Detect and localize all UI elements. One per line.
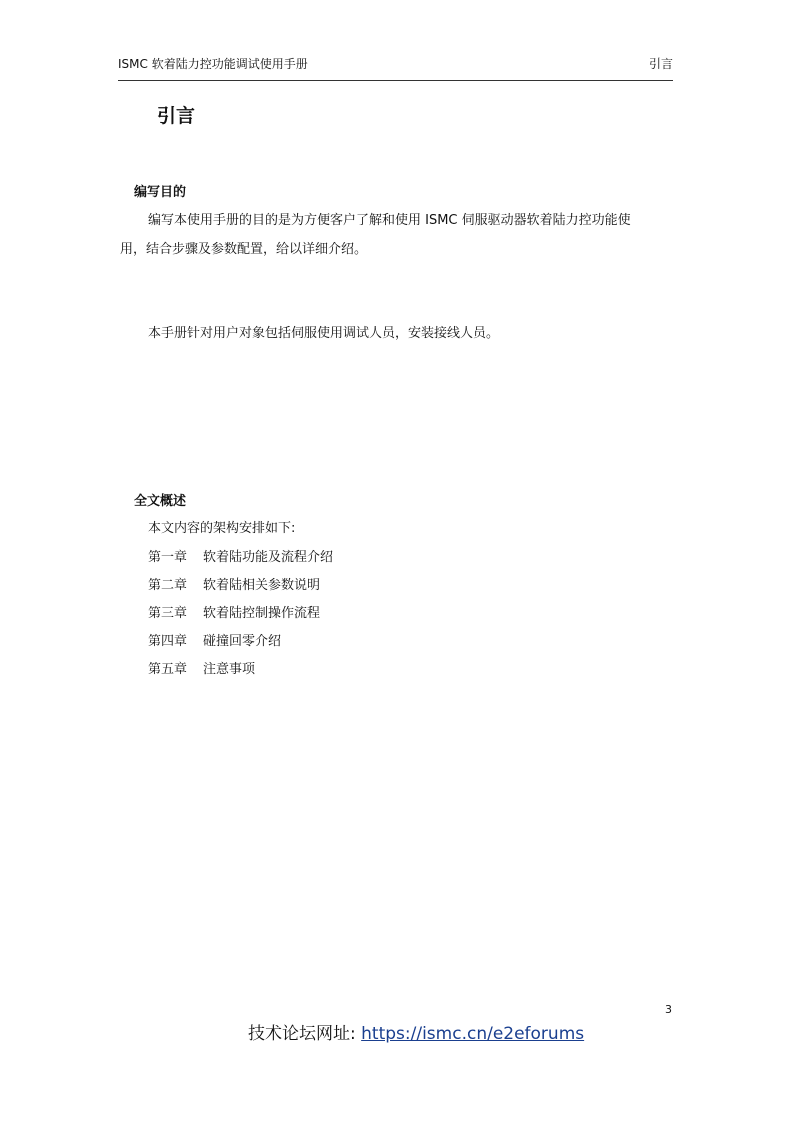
page-number: 3 (665, 1003, 672, 1016)
toc-title: 注意事项 (203, 662, 256, 677)
page-header (118, 56, 673, 81)
header-doc-title: ISMC 软着陆力控功能调试使用手册 (118, 57, 308, 71)
toc-title: 碰撞回零介绍 (203, 634, 282, 649)
audience-paragraph: 本手册针对用户对象包括伺服使用调试人员，安装接线人员。 (148, 326, 500, 341)
toc-chapter: 第二章 (148, 578, 188, 593)
section-heading-overview: 全文概述 (134, 494, 187, 509)
toc-item (148, 661, 255, 679)
toc-chapter: 第五章 (148, 662, 188, 677)
toc-chapter: 第三章 (148, 606, 188, 621)
purpose-paragraph-line1: 编写本使用手册的目的是为方便客户了解和使用 ISMC 伺服驱动器软着陆力控功能使 (148, 213, 631, 228)
toc-title: 软着陆控制操作流程 (203, 606, 321, 621)
toc-chapter: 第一章 (148, 550, 188, 565)
overview-intro: 本文内容的架构安排如下: (148, 521, 296, 536)
toc-chapter: 第四章 (148, 634, 188, 649)
page-footer (248, 1022, 584, 1046)
forum-link[interactable]: https://ismc.cn/e2eforums (361, 1024, 585, 1044)
footer-label: 技术论坛网址: (248, 1024, 356, 1044)
toc-item (148, 633, 281, 651)
toc-item (148, 577, 320, 595)
toc-item (148, 549, 333, 567)
purpose-paragraph-line2: 用，结合步骤及参数配置，给以详细介绍。 (120, 242, 368, 257)
toc-title: 软着陆功能及流程介绍 (203, 550, 334, 565)
toc-item (148, 605, 320, 623)
section-heading-purpose: 编写目的 (134, 185, 187, 200)
toc-title: 软着陆相关参数说明 (203, 578, 321, 593)
header-section-name: 引言 (648, 57, 673, 71)
page-title: 引言 (157, 105, 196, 127)
